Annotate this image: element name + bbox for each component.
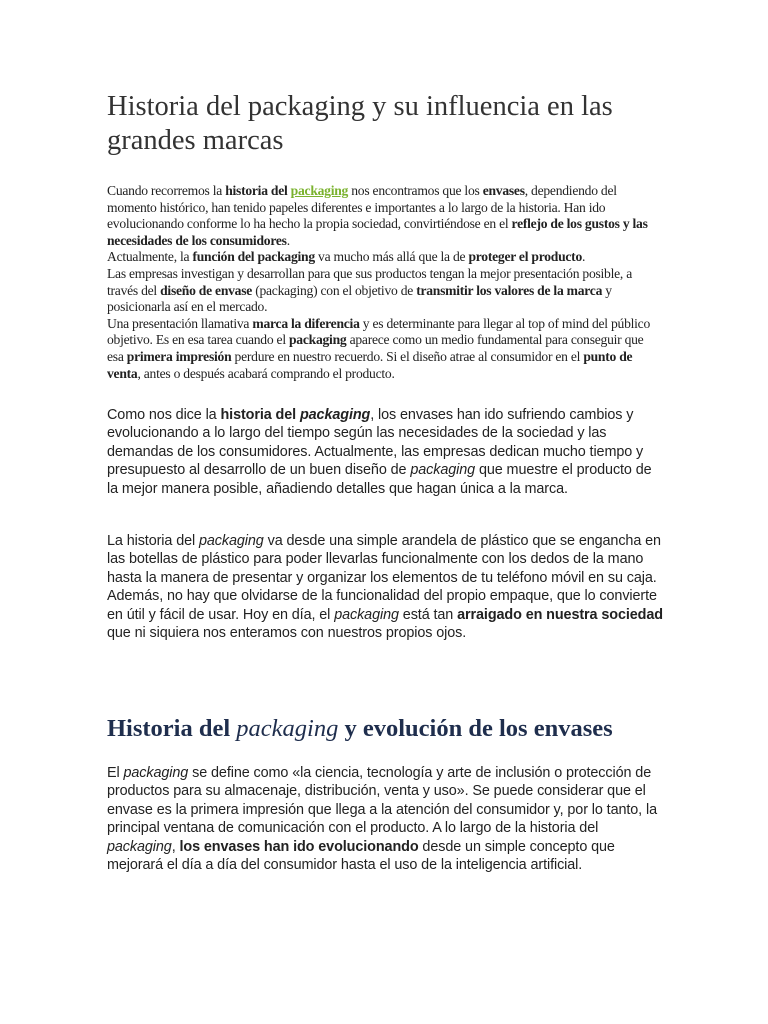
text: está tan <box>398 606 458 623</box>
text: va mucho más allá que la de <box>314 249 469 265</box>
text: que muestre el producto de la mejor manera posible, añadiendo detalles que hagan única a la marca. <box>107 462 652 497</box>
text: (packaging) con el objetivo de <box>252 282 417 298</box>
text: , antes o después acabará comprando el producto. <box>137 365 395 381</box>
text: Cuando recorremos la <box>107 183 226 198</box>
section-heading <box>107 713 663 745</box>
intro-paragraph-2 <box>107 249 663 266</box>
text: , dependiendo del momento histórico, han tenido papeles diferentes e importantes a lo largo de la historia. Han ido evolucionando conforme lo ha hecho la propia sociedad, convirtiéndose en el <box>107 183 617 232</box>
intro-paragraph-1 <box>107 183 663 249</box>
intro-section <box>107 183 663 382</box>
paragraph-text <box>107 406 663 498</box>
paragraph-text <box>107 532 663 642</box>
italic-text: packaging <box>199 533 264 549</box>
text: desde un simple concepto que mejorará el día a día del consumidor hasta el uso de la inteligencia artificial. <box>107 838 615 874</box>
text: se define como «la ciencia, tecnología y arte de inclusión o protección de productos para su almacenaje, distribución, venta y uso». Se puede considerar que el envase es la primera impresión que llega a la atención del consumidor y, por lo tanto, la principal ventana de comunicación con el producto. A lo largo de la historia del <box>107 765 657 837</box>
bold-text: historia del <box>220 407 300 423</box>
italic-text: packaging <box>123 765 189 781</box>
intro-paragraph-4 <box>107 316 663 382</box>
packaging-link[interactable]: packaging <box>290 183 349 198</box>
text: va desde una simple arandela de plástico que se engancha en las botellas de plástico para poder llevarlas funcionalmente con los dedos de la mano hasta la manera de presentar y organizar los elementos de tu teléfono móvil en su caja. Además, no hay que olvidarse de la funcionalidad del propio empaque, que lo convierte en útil y fácil de usar. Hoy en día, el <box>107 533 661 623</box>
bold-italic-text: packaging <box>299 407 371 423</box>
bold-text: diseño de envase <box>160 282 253 298</box>
bold-text: arraigado en nuestra sociedad <box>457 606 663 623</box>
heading-italic-text: packaging <box>236 715 339 742</box>
text: La historia del <box>107 533 199 549</box>
bold-text: envases <box>482 183 525 198</box>
text: Actualmente, la <box>107 249 193 265</box>
text: Una presentación llamativa <box>107 315 253 331</box>
bold-text: packaging <box>289 332 347 348</box>
bold-text: marca la diferencia <box>252 315 360 331</box>
heading-text: Historia del <box>107 715 237 742</box>
paragraph-text <box>107 764 663 874</box>
text: aparece como un medio fundamental para conseguir que esa <box>107 332 644 364</box>
text: . <box>582 249 586 265</box>
intro-paragraph-3 <box>107 266 663 316</box>
bold-text: punto de venta <box>107 348 633 381</box>
body-paragraph-3 <box>107 532 663 642</box>
italic-text: packaging <box>410 462 476 479</box>
bold-text: historia del <box>225 183 291 198</box>
heading-text: y evolución de los envases <box>338 715 613 742</box>
text: , los envases han ido sufriendo cambios y evolucionando a lo largo del tiempo según las necesidades de la sociedad y las demandas de los consumidores. Actualmente, las empresas dedican mucho tiempo y presupuesto al desarrollo de un buen diseño de <box>107 407 644 479</box>
text: y posicionarla así en el mercado. <box>107 282 612 315</box>
bold-text: transmitir los valores de la marca <box>416 282 603 298</box>
text: que ni siquiera nos enteramos con nuestros propios ojos. <box>107 625 467 642</box>
body-paragraph-2 <box>107 406 663 498</box>
text: perdure en nuestro recuerdo. Si el diseño atrae al consumidor en el <box>231 348 584 364</box>
text: El <box>107 765 124 781</box>
bold-text: los envases han ido evolucionando <box>179 838 419 855</box>
bold-text: proteger el producto <box>468 249 583 265</box>
text: nos encontramos que los <box>348 183 483 198</box>
text: Como nos dice la <box>107 407 221 423</box>
text: , <box>171 838 180 855</box>
body-paragraph-4 <box>107 764 663 874</box>
bold-text: reflejo de los gustos y las necesidades de los consumidores <box>107 216 648 248</box>
italic-text: packaging <box>107 838 172 855</box>
text: y es determinante para llegar al top of mind del público objetivo. Es en esa tarea cuando el <box>107 315 650 348</box>
text: . <box>286 232 290 248</box>
bold-text: primera impresión <box>126 348 232 364</box>
text: Las empresas investigan y desarrollan para que sus productos tengan la mejor presentación posible, a través del <box>107 265 632 298</box>
page-title: Historia del packaging y su influencia en las grandes marcas <box>107 91 613 156</box>
bold-text: función del packaging <box>192 249 315 265</box>
italic-text: packaging <box>334 606 399 623</box>
